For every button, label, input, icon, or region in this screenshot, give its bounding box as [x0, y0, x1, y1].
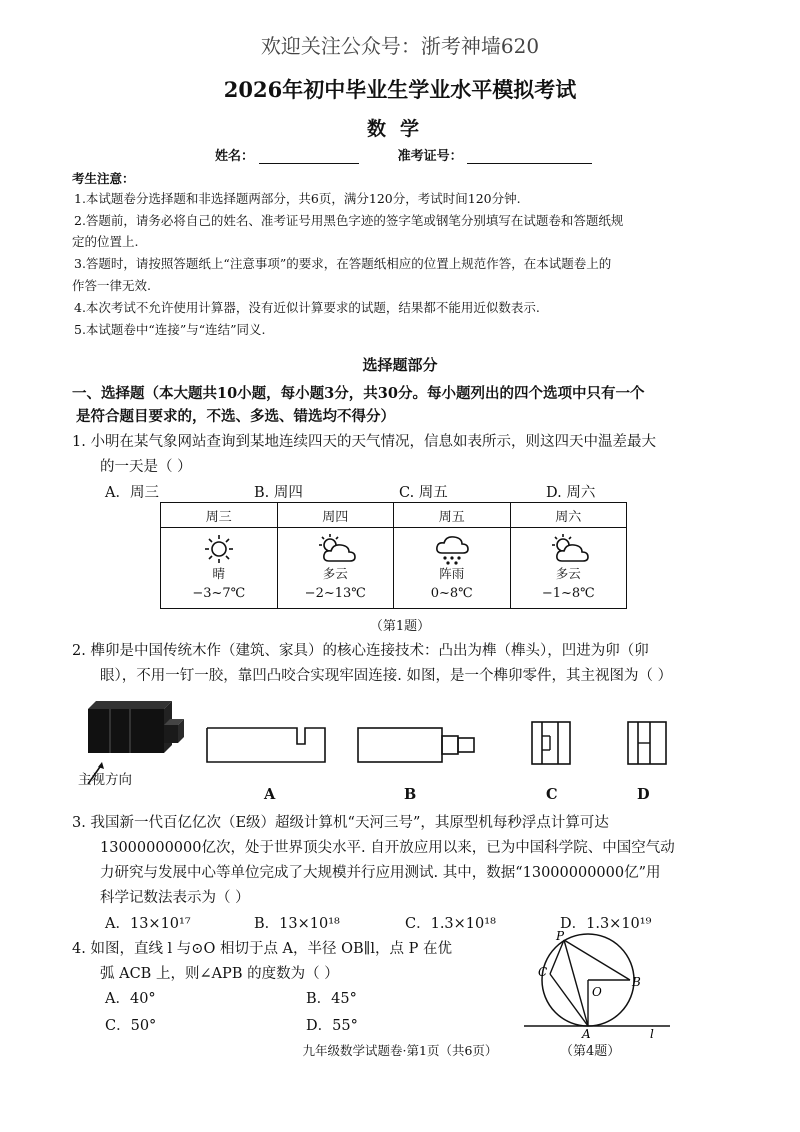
option-a-letter[interactable]: A — [264, 786, 276, 803]
temp-range: −2~13℃ — [304, 586, 366, 601]
wechat-banner: 欢迎关注公众号：浙考神墙620 — [260, 34, 540, 58]
candidate-info — [215, 145, 592, 164]
point-b-label: B — [632, 975, 641, 989]
notice-item: 1.本试题卷分选择题和非选择题两部分，共6页，满分120分，考试时间120分钟. — [74, 191, 521, 206]
weather-desc: 阵雨 — [439, 566, 465, 581]
question-3-text: 3. 我国新一代百亿亿次（E级）超级计算机“天河三号”，其原型机每秒浮点计算可达 — [72, 815, 609, 831]
point-a-label: A — [582, 1027, 591, 1038]
point-c-label: C — [538, 965, 548, 979]
point-p-label: P — [556, 929, 565, 943]
option-b[interactable]: B. 周四 — [254, 485, 303, 501]
option-b-letter[interactable]: B — [404, 786, 417, 803]
notice-heading: 考生注意： — [72, 171, 135, 186]
option-a[interactable]: A．40° — [105, 991, 156, 1007]
circle-tangent-figure — [520, 928, 680, 1038]
option-a[interactable]: A．13×10¹⁷ — [105, 916, 191, 932]
option-c[interactable]: C．50° — [105, 1018, 157, 1034]
id-label: 准考证号： — [397, 149, 463, 164]
page-footer: 九年级数学试题卷·第1页（共6页） — [302, 1043, 498, 1058]
option-d[interactable]: D．1.3×10¹⁹ — [560, 916, 652, 932]
question-2-text: 2. 榫卯是中国传统木作（建筑、家具）的核心连接技术：凸出为榫（榫头），凹进为卯（卯 — [72, 643, 649, 659]
day-header: 周四 — [277, 503, 394, 528]
weather-cell — [277, 528, 394, 609]
line-l-label: l — [650, 1027, 654, 1038]
option-d[interactable]: D. 周六 — [546, 485, 596, 501]
weather-desc: 多云 — [555, 566, 581, 581]
point-o-label: O — [592, 985, 602, 999]
option-a-figure[interactable] — [205, 718, 330, 766]
weather-desc: 多云 — [322, 566, 348, 581]
day-header: 周五 — [394, 503, 511, 528]
option-a[interactable]: A．周三 — [105, 485, 159, 501]
option-c-figure[interactable] — [530, 718, 574, 768]
subject-title: 数学 — [366, 118, 433, 140]
weather-cell — [510, 528, 627, 609]
figure-caption: （第4题） — [560, 1044, 621, 1059]
partly-cloudy-icon — [315, 533, 359, 565]
temp-range: −3~7℃ — [192, 586, 246, 601]
figure-caption: （第1题） — [369, 619, 431, 634]
exam-title: 2026年初中毕业生学业水平模拟考试 — [223, 77, 577, 102]
question-4-text: 弧 ACB 上，则∠APB 的度数为（ ） — [100, 966, 339, 982]
name-blank[interactable] — [259, 147, 359, 164]
section-title: 选择题部分 — [362, 356, 438, 374]
section-heading: 是符合题目要求的，不选、多选、错选均不得分） — [76, 408, 395, 425]
option-c[interactable]: C．1.3×10¹⁸ — [405, 916, 496, 932]
option-c[interactable]: C. 周五 — [399, 485, 448, 501]
question-2-text: 眼），不用一钉一胶，靠凹凸咬合实现牢固连接. 如图，是一个榫卯零件，其主视图为（ ） — [100, 668, 673, 684]
weather-desc: 晴 — [212, 566, 225, 581]
option-d[interactable]: D．55° — [306, 1018, 358, 1034]
question-3-text: 13000000000亿次，处于世界顶尖水平. 自开放应用以来，已为中国科学院、中国空气动 — [100, 840, 675, 856]
sun-icon — [199, 533, 239, 565]
day-header: 周三 — [161, 503, 278, 528]
section-heading: 一、选择题（本大题共10小题，每小题3分，共30分。每小题列出的四个选项中只有一个 — [72, 385, 645, 402]
option-b-figure[interactable] — [356, 718, 481, 766]
notice-item: 5.本试题卷中“连接”与“连结”同义. — [74, 322, 266, 337]
view-direction-label: 主视方向 — [78, 772, 132, 788]
question-1-text: 的一天是（ ） — [100, 459, 192, 475]
weather-cell — [394, 528, 511, 609]
question-3-text: 力研究与发展中心等单位完成了大规模并行应用测试. 其中，数据“13000000000亿”用 — [100, 865, 661, 881]
notice-item: 4.本次考试不允许使用计算器，没有近似计算要求的试题，结果都不能用近似数表示. — [74, 300, 540, 315]
weather-cell — [161, 528, 278, 609]
option-c-letter[interactable]: C — [546, 786, 558, 803]
question-4-text: 4. 如图，直线 l 与⊙O 相切于点 A，半径 OB∥l，点 P 在优 — [72, 941, 452, 957]
day-header: 周六 — [510, 503, 627, 528]
partly-cloudy-icon — [548, 533, 592, 565]
weather-table — [160, 502, 627, 609]
id-blank[interactable] — [467, 147, 592, 164]
mortise-part-3d-image — [80, 695, 190, 765]
question-1-text: 1. 小明在某气象网站查询到某地连续四天的天气情况，信息如表所示，则这四天中温差最大 — [72, 434, 656, 450]
shower-icon — [432, 533, 472, 565]
notice-item: 定的位置上. — [72, 234, 139, 249]
temp-range: −1~8℃ — [541, 586, 595, 601]
notice-item: 3.答题时，请按照答题纸上“注意事项”的要求，在答题纸相应的位置上规范作答，在本试题卷上的 — [74, 256, 612, 271]
option-b[interactable]: B．13×10¹⁸ — [254, 916, 340, 932]
temp-range: 0~8℃ — [430, 586, 473, 601]
notice-item: 2.答题前，请务必将自己的姓名、准考证号用黑色字迹的签字笔或钢笔分别填写在试题卷和答题纸规 — [74, 213, 624, 228]
notice-item: 作答一律无效. — [72, 278, 151, 293]
question-3-text: 科学记数法表示为（ ） — [100, 890, 250, 906]
option-d-figure[interactable] — [626, 718, 670, 768]
name-label: 姓名： — [215, 149, 255, 164]
option-b[interactable]: B．45° — [306, 991, 357, 1007]
option-d-letter[interactable]: D — [637, 786, 650, 803]
